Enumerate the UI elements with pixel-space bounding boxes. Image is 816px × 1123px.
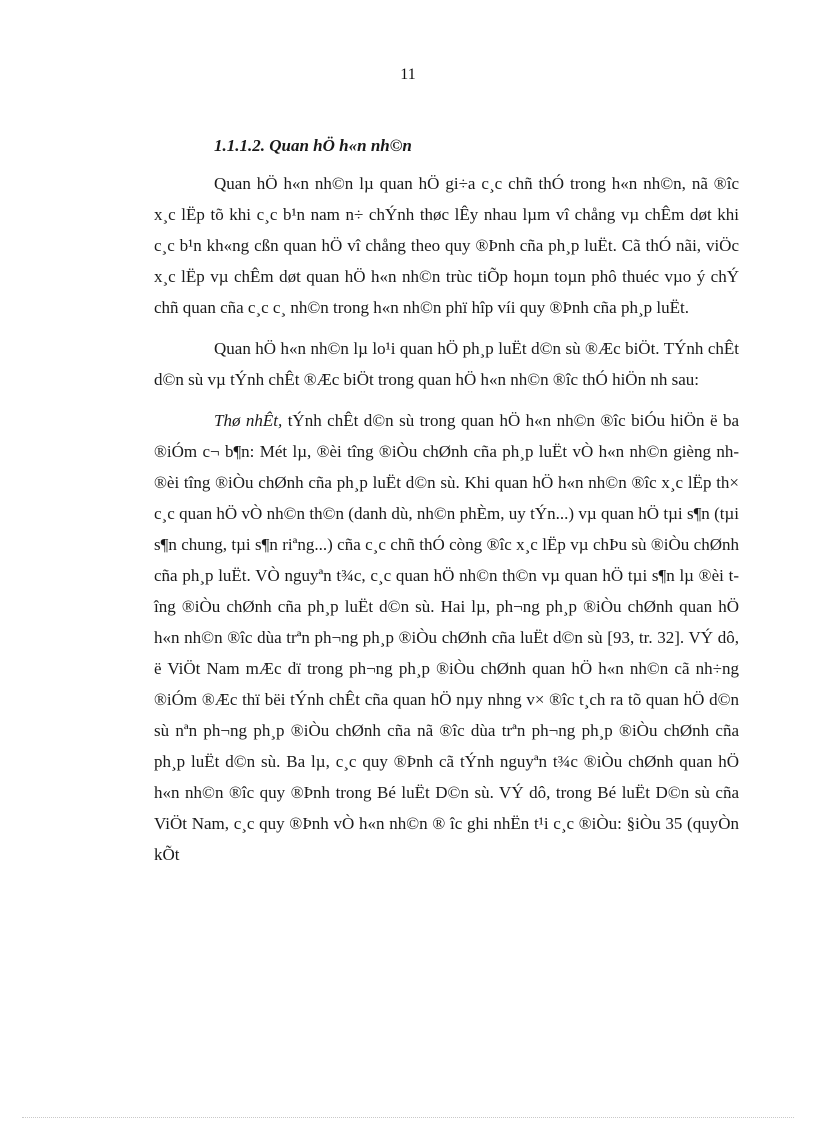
paragraph-3 xyxy=(154,405,739,870)
paragraph-2-text: Quan hÖ h«n nh©n lµ lo¹i quan hÖ ph¸p luËt d©n sù ®Æc biÖt. TÝnh chÊt d©n sù vµ tÝnh chÊt ®Æc biÖt trong quan hÖ h«n nh©n ®îc thÓ hiÖn nh sau: xyxy=(154,339,739,389)
page-body xyxy=(154,132,739,880)
paragraph-2 xyxy=(154,333,739,395)
paragraph-1-text: Quan hÖ h«n nh©n lµ quan hÖ gi÷a c¸c chñ thÓ trong h«n nh©n, nã ®îc x¸c lËp tõ khi c¸c b¹n nam n÷ chÝnh thøc lÊy nhau lµm vî chång vµ chÊm døt khi c¸c b¹n kh«ng cßn quan hÖ vî chång theo quy ®Þnh cña ph¸p luËt. Cã thÓ nãi, viÖc x¸c lËp vµ chÊm døt quan hÖ h«n nh©n trùc tiÕp hoµn toµn phô thuéc vµo ý chÝ chñ quan cña c¸c c¸ nh©n trong h«n nh©n phï hîp víi quy ®Þnh cña ph¸p luËt. xyxy=(154,174,739,317)
section-heading: 1.1.1.2. Quan hÖ h«n nh©n xyxy=(214,136,412,155)
page-number: 11 xyxy=(400,66,416,83)
footer-dotted-rule xyxy=(22,1117,794,1118)
paragraph-3-text: tÝnh chÊt d©n sù trong quan hÖ h«n nh©n ®îc biÓu hiÖn ë ba ®iÓm c¬ b¶n: Mét lµ, ®èi tîng ®iÒu chØnh cña ph¸p luËt vÒ h«n nh©n gièng nh ®èi tîng ®iÒu chØnh cña ph¸p luËt d©n sù. Khi quan hÖ h«n nh©n ®îc x¸c lËp th× c¸c quan hÖ vÒ nh©n th©n (danh dù, nh©n phÈm, uy tÝn...) vµ quan hÖ tµi s¶n (tµi s¶n chung, tµi s¶n riªng...) cña c¸c chñ thÓ còng ®îc x¸c lËp vµ chÞu sù ®iÒu chØnh cña ph¸p luËt. VÒ nguyªn t¾c, c¸c quan hÖ nh©n th©n vµ quan hÖ tµi s¶n lµ ®èi tîng ®iÒu chØnh cña ph¸p luËt d©n sù. Hai lµ, ph¬ng ph¸p ®iÒu chØnh quan hÖ h«n nh©n ®îc dùa trªn ph¬ng ph¸p ®iÒu chØnh cña luËt d©n sù [93, tr. 32]. VÝ dô, ë ViÖt Nam mÆc dï trong ph¬ng ph¸p ®iÒu chØnh quan hÖ h«n nh©n cã nh÷ng ®iÓm ®Æc thï bëi tÝnh chÊt cña quan hÖ nµy nhng v× ®îc t¸ch ra tõ quan hÖ d©n sù nªn ph¬ng ph¸p ®iÒu chØnh cña nã ®îc dùa trªn ph¬ng ph¸p ®iÒu chØnh cña ph¸p luËt d©n sù. Ba lµ, c¸c quy ®Þnh cã tÝnh nguyªn t¾c ®iÒu chØnh quan hÖ h«n nh©n ®îc quy ®Þnh trong Bé luËt D©n sù. VÝ dô, trong Bé luËt D©n sù cña ViÖt Nam, c¸c quy ®Þnh vÒ h«n nh©n ® îc ghi nhËn t¹i c¸c ®iÒu: §iÒu 35 (quyÒn kÕt xyxy=(154,411,740,864)
paragraph-3-lead: Thø nhÊt, xyxy=(214,411,283,430)
paragraph-1 xyxy=(154,168,739,323)
